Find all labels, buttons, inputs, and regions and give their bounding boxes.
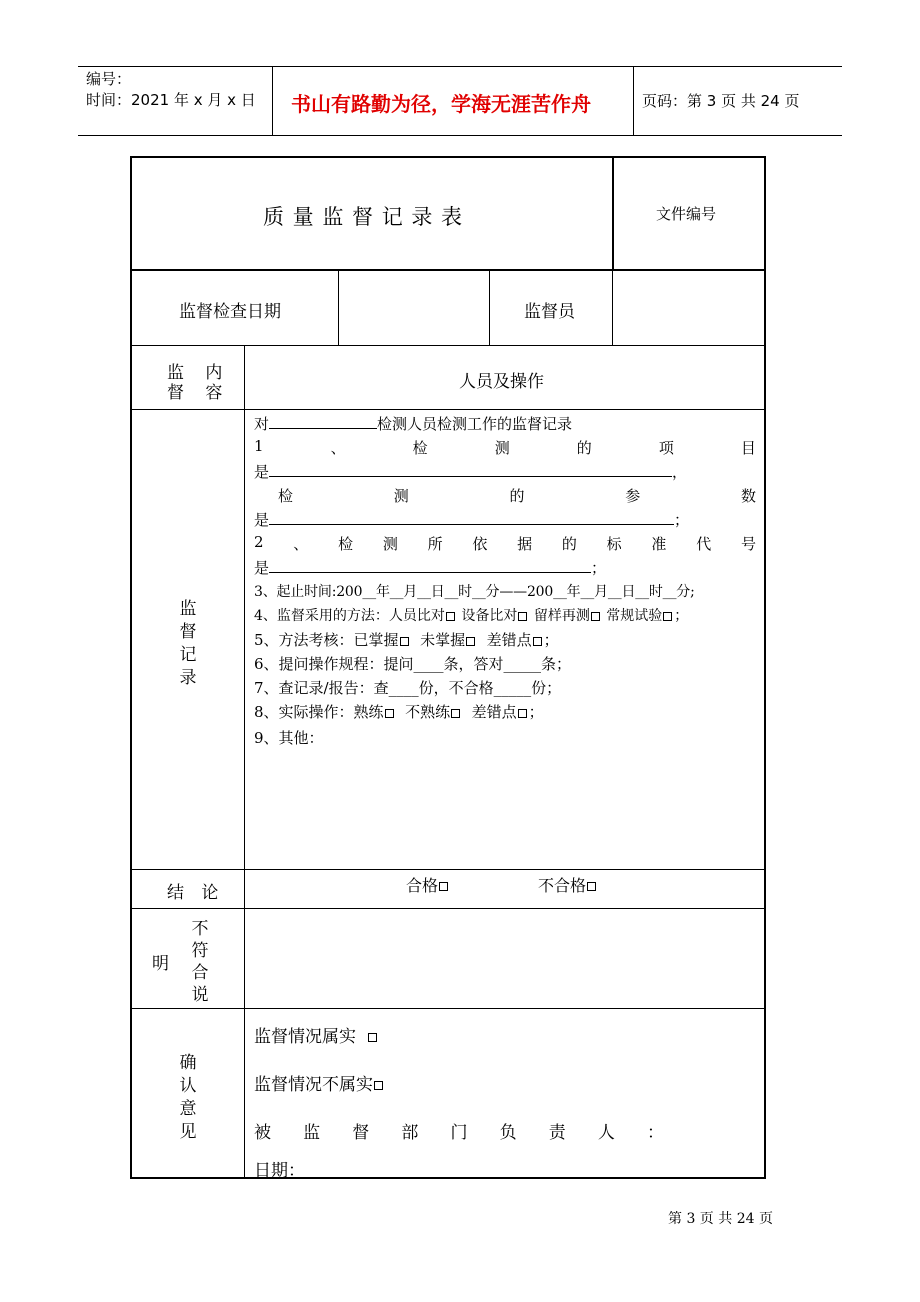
checkbox-icon[interactable] xyxy=(368,1033,377,1042)
form-title: 质 量 监 督 记 录 表 xyxy=(263,205,464,229)
checkbox-icon[interactable] xyxy=(400,637,409,646)
supervisor-value[interactable] xyxy=(614,272,762,344)
checkbox-icon[interactable] xyxy=(663,612,672,621)
serial-label: 编号： xyxy=(86,70,132,88)
content-label-b: 督 容 xyxy=(167,383,231,403)
checkbox-icon[interactable] xyxy=(385,709,394,718)
confirm-label: 确 认 意 见 xyxy=(179,1053,197,1142)
time-label: 时间：2021 年 x 月 x 日 xyxy=(86,91,256,109)
page-info: 页码：第 3 页 共 24 页 xyxy=(642,92,800,110)
checkbox-icon[interactable] xyxy=(446,612,455,621)
checkbox-icon[interactable] xyxy=(533,637,542,646)
dept-head-label: 被 监 督 部 门 负 责 人 ： xyxy=(254,1123,664,1143)
checkbox-icon[interactable] xyxy=(374,1081,383,1090)
page-footer: 第 3 页 共 24 页 xyxy=(668,1211,773,1227)
checkbox-icon[interactable] xyxy=(518,709,527,718)
conclusion-fail[interactable]: 不合格 xyxy=(538,873,598,896)
checkbox-icon[interactable] xyxy=(591,612,600,621)
checkbox-icon[interactable] xyxy=(451,709,460,718)
record-label: 监 督 记 录 xyxy=(179,599,197,688)
checkbox-icon[interactable] xyxy=(587,882,596,891)
nonconform-value[interactable] xyxy=(246,910,763,1007)
inspect-date-value[interactable] xyxy=(340,272,488,344)
checkbox-icon[interactable] xyxy=(466,637,475,646)
checkbox-icon[interactable] xyxy=(518,612,527,621)
content-label-a: 监 内 xyxy=(167,363,231,383)
confirm-false[interactable]: 监督情况不属实 xyxy=(254,1070,385,1095)
conclusion-label: 结 论 xyxy=(167,883,225,903)
slogan: 书山有路勤为径，学海无涯苦作舟 xyxy=(291,92,591,116)
checkbox-icon[interactable] xyxy=(439,882,448,891)
file-no-label: 文件编号 xyxy=(656,205,717,223)
content-value: 人员及操作 xyxy=(459,372,544,392)
conclusion-pass[interactable]: 合格 xyxy=(406,873,450,896)
date-label: 日期： xyxy=(254,1161,305,1181)
supervisor-label: 监督员 xyxy=(524,302,575,322)
nonconform-side: 明 xyxy=(152,954,169,974)
nonconform-label: 不 符 合 说 xyxy=(191,919,209,1005)
inspect-date-label: 监督检查日期 xyxy=(179,302,281,322)
confirm-true[interactable]: 监督情况属实 xyxy=(254,1022,379,1047)
